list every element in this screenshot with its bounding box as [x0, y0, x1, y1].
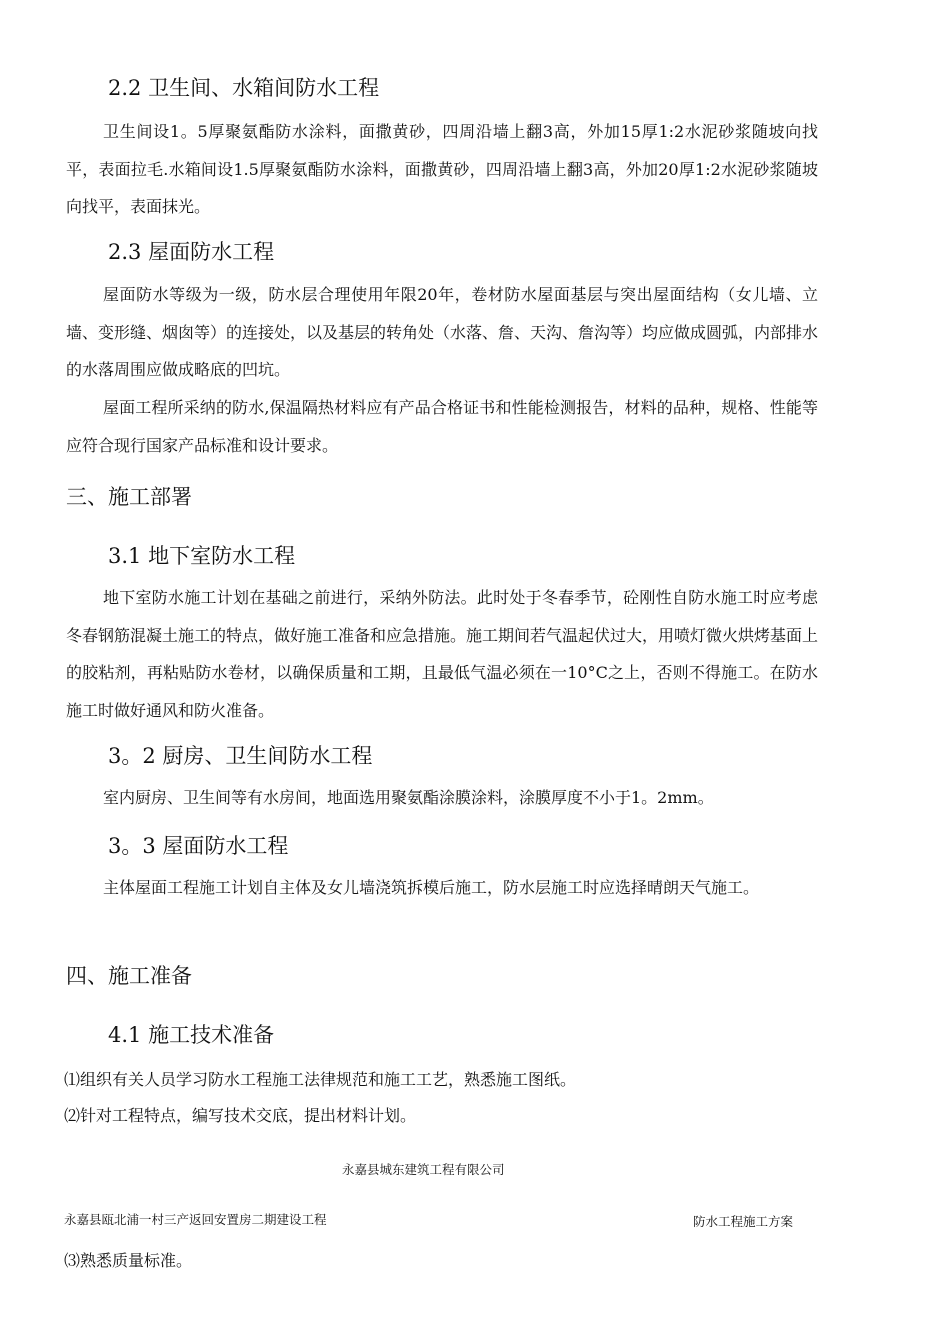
header-doc-title: 防水工程施工方案 — [693, 1214, 794, 1229]
paragraph-2-3-a: 屋面防水等级为一级，防水层合理使用年限20年，卷材防水屋面基层与突出屋面结构（女儿墙、立墙、变形缝、烟囱等）的连接处，以及基层的转角处（水落、詹、天沟、詹沟等）均应做成圆弧，内部排水的水落周围应做成略底的凹坑。 — [66, 285, 819, 379]
heading-3-2: 3。2 厨房、卫生间防水工程 — [108, 744, 373, 768]
paragraph-2-3-b: 屋面工程所采纳的防水,保温隔热材料应有产品合格证书和性能检测报告，材料的品种，规格、性能等应符合现行国家产品标准和设计要求。 — [66, 398, 818, 455]
paragraph-3-1: 地下室防水施工计划在基础之前进行，采纳外防法。此时处于冬春季节，砼刚性自防水施工时应考虑冬春钢筋混凝土施工的特点，做好施工准备和应急措施。施工期间若气温起伏过大，用喷灯微火烘烤基面上的胶粘剂，再粘贴防水卷材，以确保质量和工期，且最低气温必须在一10°C之上，否则不得施工。在防水施工时做好通风和防火准备。 — [66, 588, 819, 720]
heading-3-1: 3.1 地下室防水工程 — [108, 544, 296, 568]
heading-3: 三、施工部署 — [66, 485, 192, 509]
list-item-1: ⑴组织有关人员学习防水工程施工法律规范和施工工艺，熟悉施工图纸。 — [64, 1070, 577, 1089]
heading-4: 四、施工准备 — [66, 964, 192, 988]
list-item-2: ⑵针对工程特点，编写技术交底，提出材料计划。 — [64, 1106, 417, 1125]
footer-company: 永嘉县城东建筑工程有限公司 — [342, 1162, 505, 1177]
heading-2-2: 2.2 卫生间、水箱间防水工程 — [108, 76, 380, 100]
heading-4-1: 4.1 施工技术准备 — [108, 1023, 275, 1047]
heading-2-3: 2.3 屋面防水工程 — [108, 240, 275, 264]
paragraph-2-2: 卫生间设1。5厚聚氨酯防水涂料，面撒黄砂，四周沿墙上翻3高，外加15厚1:2水泥砂浆随坡向找平，表面拉毛.水箱间设1.5厚聚氨酯防水涂料，面撒黄砂，四周沿墙上翻3高，外加20厚1:2水泥砂浆随坡向找平，表面抹光。 — [66, 122, 818, 216]
header-project: 永嘉县瓯北浦一村三产返回安置房二期建设工程 — [64, 1212, 327, 1227]
paragraph-3-3: 主体屋面工程施工计划自主体及女儿墙浇筑拆模后施工，防水层施工时应选择晴朗天气施工。 — [103, 878, 760, 897]
heading-3-3: 3。3 屋面防水工程 — [108, 834, 289, 858]
list-item-3: ⑶熟悉质量标准。 — [64, 1251, 193, 1270]
paragraph-3-2: 室内厨房、卫生间等有水房间，地面选用聚氨酯涂膜涂料，涂膜厚度不小于1。2mm。 — [103, 788, 714, 807]
